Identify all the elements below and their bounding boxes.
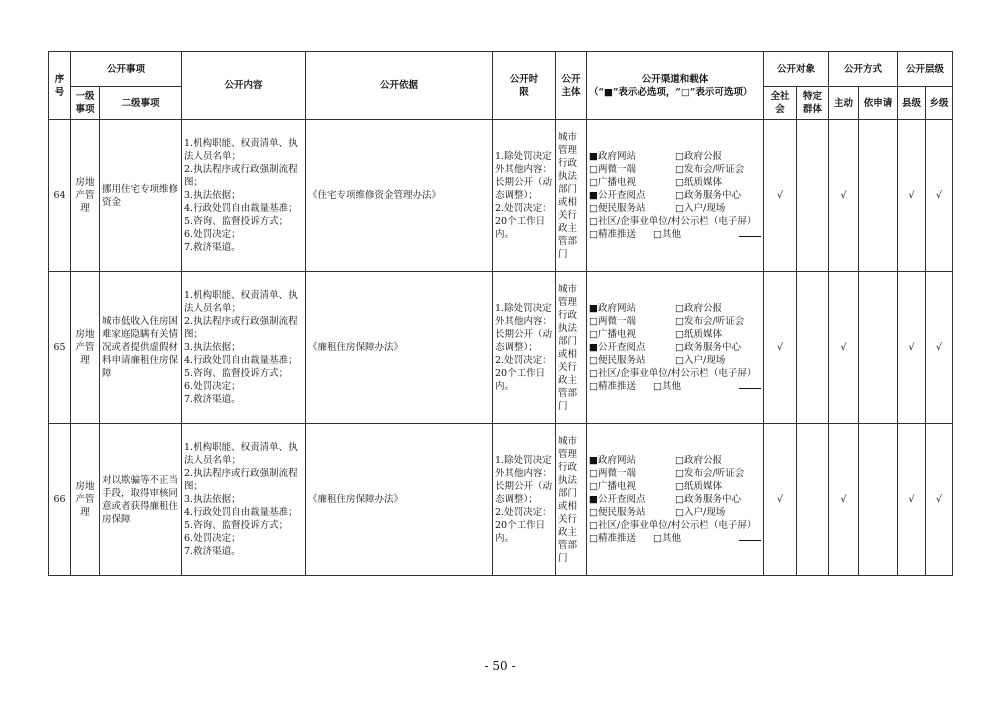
channel-option: ■政府网站 [589,151,636,162]
channel-option: □入户/现场 [675,203,726,214]
disclosure-table [48,51,953,576]
channel-option: □纸质媒体 [675,481,722,492]
channel-option: □发布会/听证会 [675,316,745,327]
header-basis: 公开依据 [306,52,493,120]
row-contents [182,424,306,576]
content-line: 6.处罚决定； [184,229,241,240]
row-subject: 城市管理行政执法部门或相关行政主管部门 [556,272,587,424]
content-line: 4.行政处罚自由裁量基准； [184,355,298,366]
channel-option: □纸质媒体 [675,329,722,340]
content-line: 7.救济渠道。 [184,546,241,557]
channel-option: ■政府网站 [589,455,636,466]
header-time: 公开时限 [493,52,556,120]
check-method-active: √ [829,424,859,576]
content-line: 3.执法依据； [184,342,241,353]
row-level1: 房地产管理 [71,272,100,424]
content-line: 5.咨询、监督投诉方式； [184,520,289,531]
row-level2: 对以欺骗等不正当手段，取得审核同意或者获得廉租住房保障 [100,424,182,576]
row-channels [587,120,764,272]
channel-option: □纸质媒体 [675,177,722,188]
content-line: 7.救济渠道。 [184,394,241,405]
row-basis: 《廉租住房保障办法》 [306,272,493,424]
channel-option: ■公开查阅点 [589,342,646,353]
content-line: 1.机构职能、权责清单、执法人员名单； [184,290,298,314]
channel-option: □广播电视 [589,329,636,340]
channel-option: □政府公报 [675,151,722,162]
row-level2: 城市低收入住房困难家庭隐瞒有关情况或者提供虚假材料申请廉租住房保障 [100,272,182,424]
channel-option: □入户/现场 [675,507,726,518]
header-level-county: 县级 [898,87,926,120]
check-target-specific [797,272,829,424]
header-method-request: 依申请 [859,87,898,120]
header-content: 公开内容 [182,52,306,120]
channel-option: ■公开查阅点 [589,494,646,505]
check-method-active: √ [829,120,859,272]
header-subject: 公开主体 [556,52,587,120]
content-line: 1.机构职能、权责清单、执法人员名单； [184,442,298,466]
page-number: - 50 - [484,659,516,673]
row-subject: 城市管理行政执法部门或相关行政主管部门 [556,120,587,272]
content-line: 5.咨询、监督投诉方式； [184,216,289,227]
content-line: 3.执法依据； [184,190,241,201]
check-level-county: √ [898,272,926,424]
check-method-request [859,120,898,272]
channel-option: □社区/企事业单位/村公示栏（电子屏） [589,520,757,531]
header-level-group: 公开层级 [898,52,953,87]
table-row [49,424,953,576]
table-row [49,120,953,272]
content-line: 6.处罚决定； [184,381,241,392]
row-timing [493,424,556,576]
row-subject: 城市管理行政执法部门或相关行政主管部门 [556,424,587,576]
header-target-specific: 特定群体 [797,87,829,120]
check-level-county: √ [898,120,926,272]
header-seq: 序号 [49,52,71,120]
channel-option: □政务服务中心 [675,494,741,505]
row-seq: 64 [49,120,71,272]
row-level1: 房地产管理 [71,424,100,576]
channel-option: □发布会/听证会 [675,468,745,479]
content-line: 4.行政处罚自由裁量基准； [184,203,298,214]
content-line: 2.执法程序或行政强制流程图； [184,164,298,188]
channel-option: □政府公报 [675,303,722,314]
check-level-county: √ [898,424,926,576]
header-channels [587,52,764,120]
check-level-township: √ [926,120,953,272]
header-method-group: 公开方式 [829,52,898,87]
channel-option: □精准推送 [589,381,636,392]
header-method-active: 主动 [829,87,859,120]
header-channels-title: 公开渠道和载体 [641,73,709,85]
content-line: 1.机构职能、权责清单、执法人员名单； [184,138,298,162]
content-line: 7.救济渠道。 [184,242,241,253]
row-contents [182,120,306,272]
check-method-request [859,424,898,576]
channel-option: □精准推送 [589,533,636,544]
row-timing [493,272,556,424]
blank-line [739,228,761,237]
channel-option: □两微一端 [589,468,636,479]
row-basis: 《住宅专项维修资金管理办法》 [306,120,493,272]
timing-line: 1.除处罚决定外其他内容：长期公开（动态调整）； [495,455,553,505]
timing-line: 1.除处罚决定外其他内容：长期公开（动态调整）； [495,151,553,201]
content-line: 2.执法程序或行政强制流程图； [184,468,298,492]
channel-option: □便民服务站 [589,355,646,366]
row-seq: 65 [49,272,71,424]
check-method-request [859,272,898,424]
content-line: 2.执法程序或行政强制流程图； [184,316,298,340]
header-target-all: 全社会 [764,87,797,120]
channel-option: □发布会/听证会 [675,164,745,175]
content-line: 5.咨询、监督投诉方式； [184,368,289,379]
timing-line: 2.处罚决定：20个工作日内。 [495,203,552,240]
channel-option: □政府公报 [675,455,722,466]
check-method-active: √ [829,272,859,424]
header-target-group: 公开对象 [764,52,829,87]
channel-option: □社区/企事业单位/村公示栏（电子屏） [589,368,757,379]
check-target-specific [797,120,829,272]
header-level1: 一级事项 [71,87,100,120]
channel-option: ■公开查阅点 [589,190,646,201]
timing-line: 2.处罚决定：20个工作日内。 [495,355,552,392]
channel-option: □精准推送 [589,229,636,240]
content-line: 6.处罚决定； [184,533,241,544]
row-timing [493,120,556,272]
row-contents [182,272,306,424]
timing-line: 1.除处罚决定外其他内容：长期公开（动态调整）； [495,303,553,353]
channel-option: □入户/现场 [675,355,726,366]
channel-option: □社区/企事业单位/村公示栏（电子屏） [589,216,757,227]
channel-option: □广播电视 [589,481,636,492]
content-line: 3.执法依据； [184,494,241,505]
check-level-township: √ [926,272,953,424]
channel-option: □政务服务中心 [675,342,741,353]
content-line: 4.行政处罚自由裁量基准； [184,507,298,518]
channel-option: □广播电视 [589,177,636,188]
channel-option: □其他 [653,229,681,240]
header-level2: 二级事项 [100,87,182,120]
channel-option: □两微一端 [589,316,636,327]
channel-option: □其他 [653,533,681,544]
row-channels [587,424,764,576]
blank-line [739,380,761,389]
check-target-all: √ [764,120,797,272]
header-channels-note: （“■”表示必选项，“□”表示可选项） [589,86,753,98]
timing-line: 2.处罚决定：20个工作日内。 [495,507,552,544]
check-target-all: √ [764,272,797,424]
channel-option: ■政府网站 [589,303,636,314]
row-level1: 房地产管理 [71,120,100,272]
channel-option: □两微一端 [589,164,636,175]
header-level-township: 乡级 [926,87,953,120]
row-basis: 《廉租住房保障办法》 [306,424,493,576]
header-item-group: 公开事项 [71,52,182,87]
channel-option: □政务服务中心 [675,190,741,201]
channel-option: □便民服务站 [589,203,646,214]
check-level-township: √ [926,424,953,576]
check-target-all: √ [764,424,797,576]
row-channels [587,272,764,424]
channel-option: □便民服务站 [589,507,646,518]
check-target-specific [797,424,829,576]
row-level2: 挪用住宅专项维修资金 [100,120,182,272]
blank-line [739,532,761,541]
row-seq: 66 [49,424,71,576]
channel-option: □其他 [653,381,681,392]
table-row [49,272,953,424]
